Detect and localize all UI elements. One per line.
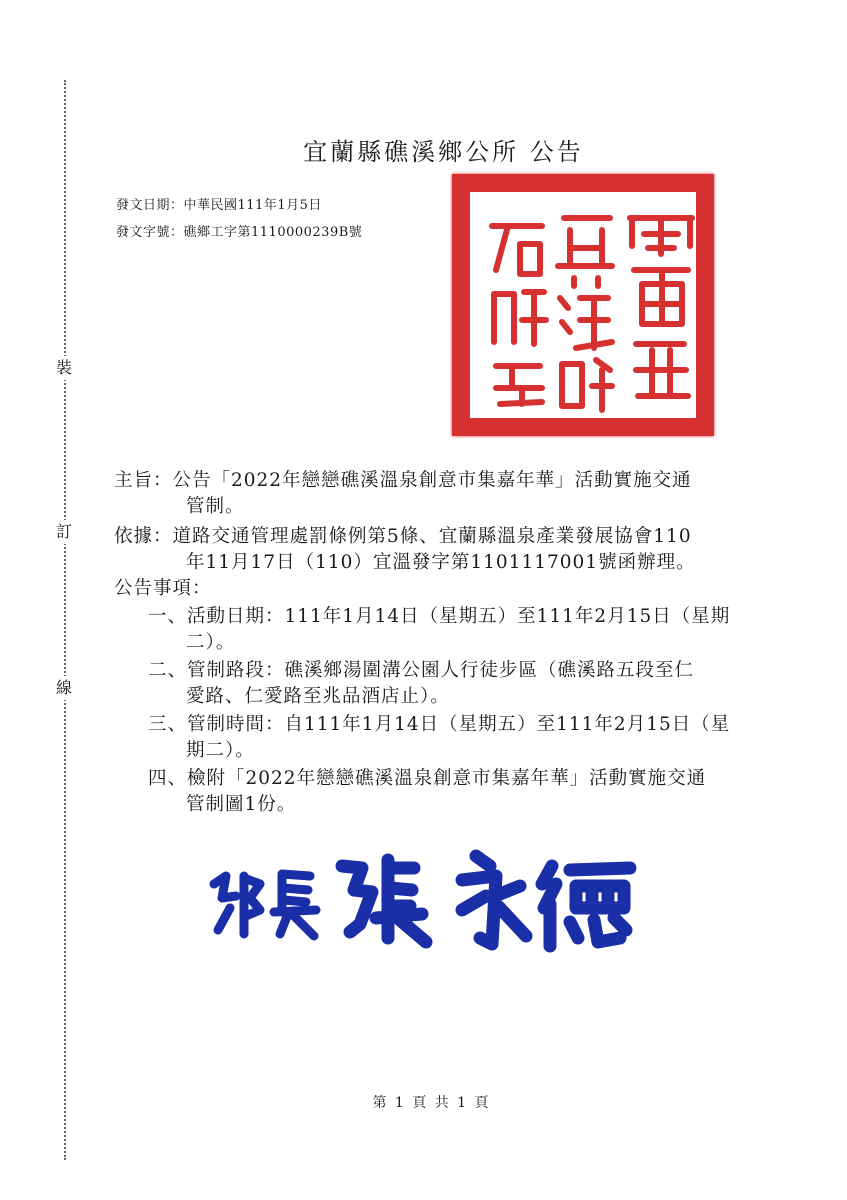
binding-char-zhuang: 裝 [52,356,76,380]
binding-char-ding: 訂 [52,520,76,544]
document-title: 宜蘭縣礁溪鄉公所 公告 [303,138,584,166]
issue-date: 發文日期：中華民國111年1月5日 [116,198,322,213]
item-3-line-2: 期二）。 [186,740,255,761]
item-1-line-1: 一、活動日期：111年1月14日（星期五）至111年2月15日（星期 [148,606,731,627]
basis-line-1: 依據：道路交通管理處罰條例第5條、宜蘭縣溫泉產業發展協會110 [114,526,692,547]
binding-line [64,80,66,1160]
seal-glyphs [452,174,714,436]
subject-line-2: 管制。 [186,496,245,517]
items-heading: 公告事項： [114,578,212,599]
item-1-line-2: 二）。 [186,632,236,653]
item-2-line-1: 二、管制路段：礁溪鄉湯圍溝公園人行徒步區（礁溪路五段至仁 [148,660,695,681]
page-footer: 第 1 頁 共 1 頁 [372,1095,491,1111]
item-3-line-1: 三、管制時間：自111年1月14日（星期五）至111年2月15日（星 [148,714,731,735]
binding-char-xian: 線 [52,676,76,700]
official-seal [452,174,714,436]
mayor-signature [200,846,650,956]
item-2-line-2: 愛路、仁愛路至兆品酒店止）。 [186,686,450,707]
item-4-line-1: 四、檢附「2022年戀戀礁溪溫泉創意市集嘉年華」活動實施交通 [148,768,707,789]
reference-number: 發文字號：礁鄉工字第1110000239B號 [116,225,363,240]
subject-line-1: 主旨：公告「2022年戀戀礁溪溫泉創意市集嘉年華」活動實施交通 [114,470,692,491]
basis-line-2: 年11月17日（110）宜溫發字第1101117001號函辦理。 [186,552,696,573]
item-4-line-2: 管制圖1份。 [186,794,297,815]
